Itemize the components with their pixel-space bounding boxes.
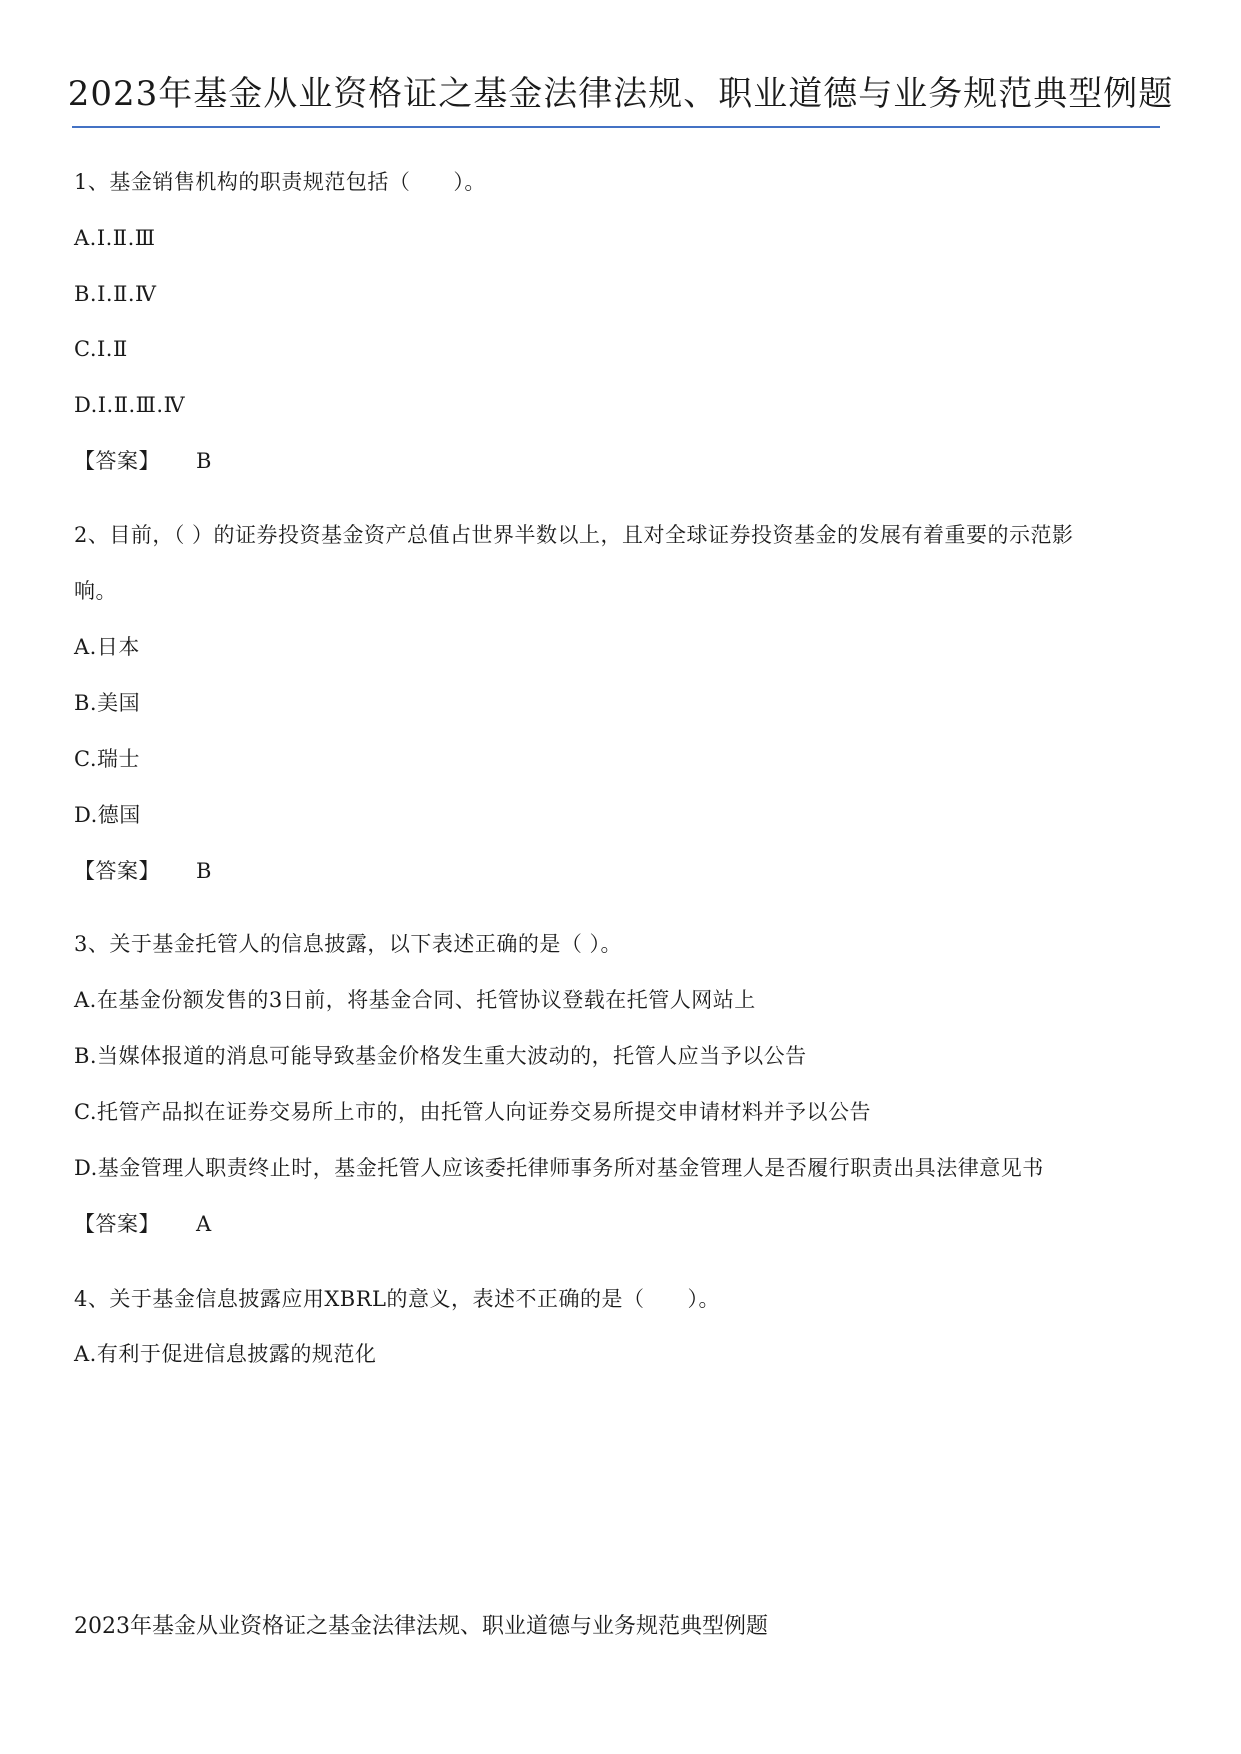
question-4-option-a: A.有利于促进信息披露的规范化 [74, 1342, 377, 1366]
question-1-answer [74, 446, 212, 476]
page-footer: 2023年基金从业资格证之基金法律法规、职业道德与业务规范典型例题 [74, 1614, 768, 1639]
answer-label: 【答案】 [74, 449, 160, 473]
answer-value: A [196, 1212, 212, 1236]
page-title: 2023年基金从业资格证之基金法律法规、职业道德与业务规范典型例题 [67, 74, 1174, 114]
title-divider [72, 126, 1160, 128]
question-3-option-b: B.当媒体报道的消息可能导致基金价格发生重大波动的，托管人应当予以公告 [74, 1044, 807, 1068]
question-4-stem: 4、关于基金信息披露应用XBRL的意义，表述不正确的是（ ）。 [74, 1287, 720, 1311]
question-2-stem-line-1: 2、目前，（ ）的证券投资基金资产总值占世界半数以上，且对全球证券投资基金的发展有着重要的示范影 [74, 523, 1074, 547]
question-2-answer [74, 856, 212, 886]
question-3-answer [74, 1209, 212, 1239]
question-3-option-a: A.在基金份额发售的3日前，将基金合同、托管协议登载在托管人网站上 [74, 988, 756, 1012]
question-2-option-c: C.瑞士 [74, 747, 140, 771]
answer-value: B [196, 859, 212, 883]
question-1-option-a: A.Ⅰ.Ⅱ.Ⅲ [74, 226, 156, 250]
answer-value: B [196, 449, 212, 473]
question-2-option-b: B.美国 [74, 691, 141, 715]
question-3-stem: 3、关于基金托管人的信息披露，以下表述正确的是（ ）。 [74, 932, 623, 956]
answer-label: 【答案】 [74, 1212, 160, 1236]
question-1-option-c: C.Ⅰ.Ⅱ [74, 337, 128, 361]
question-3-option-c: C.托管产品拟在证券交易所上市的，由托管人向证券交易所提交申请材料并予以公告 [74, 1100, 871, 1124]
question-2-option-d: D.德国 [74, 803, 141, 827]
question-3-option-d: D.基金管理人职责终止时，基金托管人应该委托律师事务所对基金管理人是否履行职责出具法律意见书 [74, 1156, 1044, 1180]
question-2-stem-line-2: 响。 [74, 579, 117, 603]
question-2-option-a: A.日本 [74, 635, 140, 659]
answer-label: 【答案】 [74, 859, 160, 883]
question-1-stem: 1、基金销售机构的职责规范包括（ ）。 [74, 170, 486, 194]
question-1-option-d: D.Ⅰ.Ⅱ.Ⅲ.Ⅳ [74, 393, 186, 417]
question-1-option-b: B.Ⅰ.Ⅱ.Ⅳ [74, 282, 157, 306]
